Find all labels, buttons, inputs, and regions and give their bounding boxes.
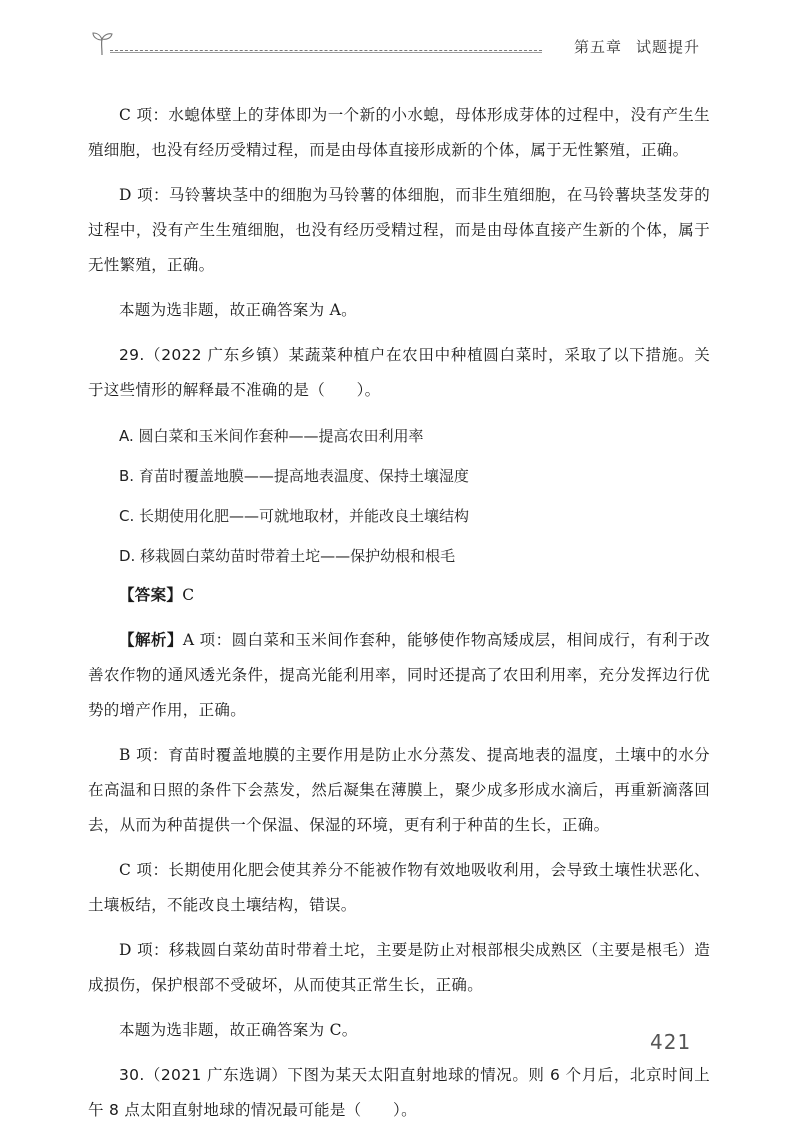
header-rule xyxy=(110,50,542,51)
page-content xyxy=(88,98,710,1138)
explanation-paragraph: D 项：马铃薯块茎中的细胞为马铃薯的体细胞，而非生殖细胞，在马铃薯块茎发芽的过程中，没有产生生殖细胞，也没有经历受精过程，而是由母体直接产生新的个体，属于无性繁殖，正确。 xyxy=(88,186,710,274)
analysis-a xyxy=(88,623,710,728)
option-b: B. 育苗时覆盖地膜——提高地表温度、保持土壤湿度 xyxy=(119,467,469,485)
header-title xyxy=(574,36,700,57)
header-rule xyxy=(110,52,542,53)
running-header xyxy=(90,30,700,60)
option-d: D. 移栽圆白菜幼苗时带着土坨——保护幼根和根毛 xyxy=(119,547,456,565)
answer-conclusion: 本题为选非题，故正确答案为 C。 xyxy=(119,1021,358,1039)
option-a: A. 圆白菜和玉米间作套种——提高农田利用率 xyxy=(119,427,424,445)
question-29-stem: 29.（2022 广东乡镇）某蔬菜种植户在农田中种植圆白菜时，采取了以下措施。关于这些情形的解释最不准确的是（ ）。 xyxy=(88,346,710,399)
analysis-b: B 项：育苗时覆盖地膜的主要作用是防止水分蒸发、提高地表的温度，土壤中的水分在高温和日照的条件下会蒸发，然后凝集在薄膜上，聚少成多形成水滴后，再重新滴落回去，从而为种苗提供一个保温、保湿的环境，更有利于种苗的生长，正确。 xyxy=(88,746,710,834)
analysis-d: D 项：移栽圆白菜幼苗时带着土坨，主要是防止对根部根尖成熟区（主要是根毛）造成损伤，保护根部不受破坏，从而使其正常生长，正确。 xyxy=(88,941,710,994)
answer-line xyxy=(88,578,710,613)
answer-value: C xyxy=(182,586,195,604)
option-c: C. 长期使用化肥——可就地取材，并能改良土壤结构 xyxy=(119,507,470,525)
section-label: 试题提升 xyxy=(635,38,700,56)
chapter-label: 第五章 xyxy=(573,38,622,56)
page-number: 421 xyxy=(650,1030,692,1054)
explanation-paragraph: C 项：水螅体壁上的芽体即为一个新的小水螅，母体形成芽体的过程中，没有产生生殖细胞，也没有经历受精过程，而是由母体直接形成新的个体，属于无性繁殖，正确。 xyxy=(88,106,710,159)
analysis-c: C 项：长期使用化肥会使其养分不能被作物有效地吸收利用，会导致土壤性状恶化、土壤板结，不能改良土壤结构，错误。 xyxy=(88,861,710,914)
answer-tag: 【答案】 xyxy=(119,586,183,604)
question-30-stem: 30.（2021 广东选调）下图为某天太阳直射地球的情况。则 6 个月后，北京时间上午 8 点太阳直射地球的情况最可能是（ ）。 xyxy=(88,1066,710,1119)
analysis-a-text: A 项：圆白菜和玉米间作套种，能够使作物高矮成层，相间成行，有利于改善农作物的通风透光条件，提高光能利用率，同时还提高了农田利用率，充分发挥边行优势的增产作用，正确。 xyxy=(88,631,710,719)
answer-conclusion: 本题为选非题，故正确答案为 A。 xyxy=(119,301,357,319)
analysis-tag: 【解析】 xyxy=(119,631,183,649)
